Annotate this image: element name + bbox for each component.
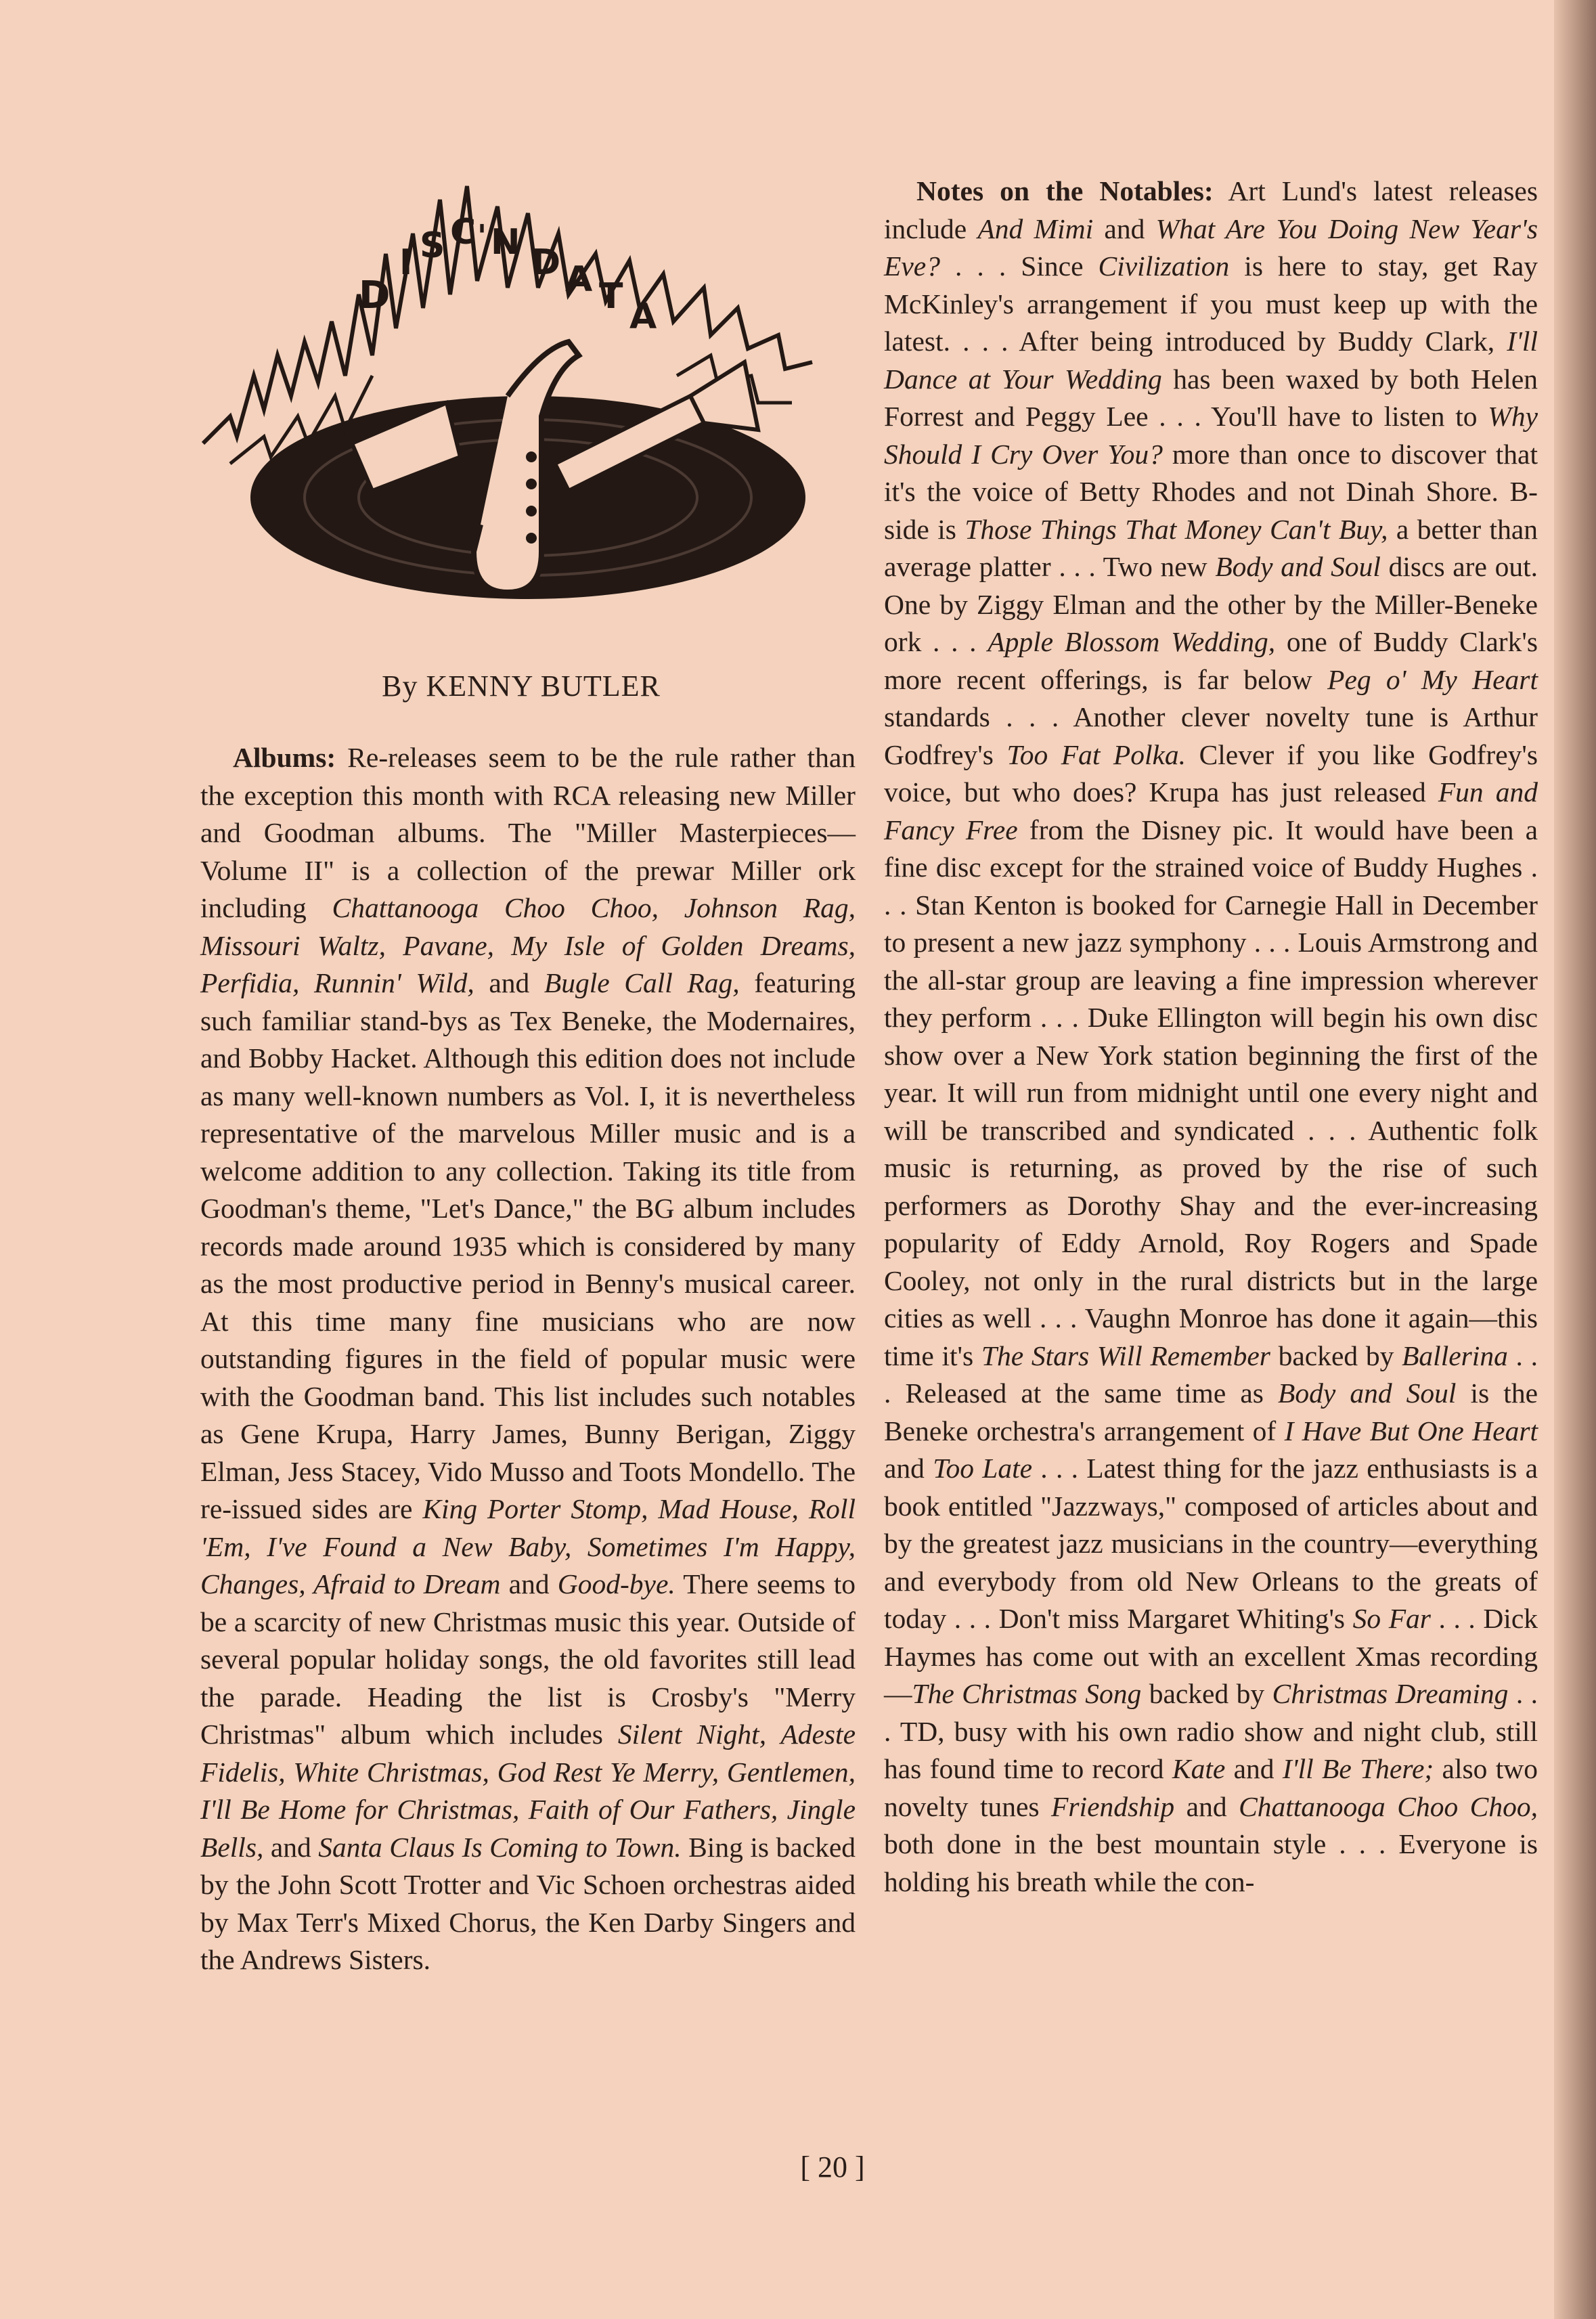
italic-title: Silent Night, Adeste Fidelis, White Christmas, God Rest Ye Merry, Gentlemen, I'll Be Home for Christmas, Faith of Our Fathers, Jingle Bells, [200,1719,856,1863]
disc-n-data-logo [190,173,853,646]
body-text: both done in the best mountain style . . . Everyone is holding his breath while the con- [884,1828,1538,1897]
italic-title: Santa Claus Is Coming to Town. [318,1831,682,1863]
body-text: and [1225,1753,1283,1784]
italic-title: Good-bye. [557,1568,675,1599]
body-text: is the Beneke orchestra's arrangement of [884,1377,1538,1446]
body-text: is here to stay, get Ray McKinley's arrangement if you must keep up with the latest. . . . After being introduced by Buddy Clark, [884,250,1538,357]
svg-text:T: T [599,276,623,317]
italic-title: Friendship [1051,1790,1175,1822]
italic-title: Ballerina [1402,1340,1508,1371]
albums-paragraph [200,739,856,1979]
italic-title: And Mimi [977,213,1094,244]
italic-title: Why Should I Cry Over You? [884,401,1538,470]
italic-title: Those Things That Money Can't Buy, [965,513,1388,545]
italic-title: I'll Dance at Your Wedding [884,326,1538,395]
italic-title: Too Late [933,1453,1033,1484]
body-text: . . . Released at the same time as [884,1340,1538,1409]
notables-body [884,175,1538,1897]
body-text: and [1093,213,1156,244]
body-text: . . . Dick Haymes has come out with an excellent Xmas recording— [884,1603,1538,1709]
italic-title: Too Fat Polka. [1006,738,1187,770]
albums-body [200,742,856,1975]
body-text: featuring such familiar stand-bys as Tex Beneke, the Modernaires, and Bobby Hacket. Although this edition does not include as many well-known numbers as Vol. I, it is nevertheless representative of the marvelous Miller music and is a welcome addition to any collection. Taking its title from Goodman's theme, "Let's Dance," the BG album includes records made around 1935 which is considered by many as the most productive period in Benny's musical career. At this time many fine musicians who are now outstanding figures in the field of popular music were with the Goodman band. This list includes such notables as Gene Krupa, Harry James, Bunny Berigan, Ziggy Elman, Jess Stacey, Vido Musso and Toots Mondello. The re-issued sides are [200,967,856,1524]
italic-title: I Have But One Heart [1284,1415,1538,1446]
body-text: . . . Latest thing for the jazz enthusiasts is a book entitled "Jazzways," composed of articles about and by the greatest jazz musicians in the country—everything and everybody from old New Orleans to the greats of today . . . Don't miss Margaret Whiting's [884,1453,1538,1634]
italic-title: Fun and Fancy Free [884,776,1538,845]
body-text: and [474,967,544,998]
right-column-article [884,173,1538,1901]
body-text: backed by [1141,1678,1272,1709]
italic-title: Chattanooga Choo Choo, Johnson Rag, Missouri Waltz, Pavane, My Isle of Golden Dreams, Perfidia, Runnin' Wild, [200,892,856,998]
italic-title: Kate [1172,1753,1226,1784]
body-text: and [263,1831,319,1863]
body-text: Re-releases seem to be the rule rather than the exception this month with RCA releasing new Miller and Goodman albums. The "Miller Masterpieces—Volume II" is a collection of the prewar Miller ork including [200,742,856,923]
body-text: standards . . . Another clever novelty tune is Arthur Godfrey's [884,701,1538,770]
notables-paragraph [884,173,1538,1901]
italic-title: Body and Soul [1277,1377,1457,1409]
italic-title: I'll Be There; [1282,1753,1434,1784]
svg-text:D: D [531,242,561,283]
body-text: There seems to be a scarcity of new Christmas music this year. Outside of several popular holiday songs, the old favorites still lead the parade. Heading the list is Crosby's "Merry Christmas" album which includes [200,1568,856,1750]
svg-text:N: N [491,222,520,263]
body-text: backed by [1270,1340,1402,1371]
svg-text:S: S [420,225,445,266]
svg-text:': ' [477,218,487,255]
svg-text:I: I [399,242,413,283]
notables-lead: Notes on the Notables: [916,175,1214,206]
record-illustration-icon [190,173,853,646]
body-text: and [1174,1790,1239,1822]
italic-title: What Are You Doing New Year's Eve? [884,213,1538,282]
page-edge-shadow [1554,0,1596,2319]
italic-title: Chattanooga Choo Choo, [1239,1790,1538,1822]
body-text: . . . Since [939,250,1099,282]
byline: By KENNY BUTLER [382,669,661,703]
svg-text:D: D [359,273,391,317]
svg-text:C: C [450,212,476,252]
body-text: and [500,1568,558,1599]
italic-title: Apple Blossom Wedding, [988,626,1276,657]
italic-title: King Porter Stomp, Mad House, Roll 'Em, I've Found a New Baby, Sometimes I'm Happy, Changes, Afraid to Dream [200,1493,856,1599]
body-text: from the Disney pic. It would have been a fine disc except for the strained voice of Buddy Hughes . . . Stan Kenton is booked for Carnegie Hall in December to present a new jazz symphony . . . Louis Armstrong and the all-star group are leaving a fine impression wherever they perform . . . Duke Ellington will begin his own disc show over a New York station beginning the first of the year. It will run from midnight until one every night and will be transcribed and syndicated . . . Authentic folk music is returning, as proved by the rise of such performers as Dorothy Shay and the ever-increasing popularity of Eddy Arnold, Roy Rogers and Spade Cooley, not only in the rural districts but in the large cities as well . . . Vaughn Monroe has done it again—this time it's [884,814,1538,1371]
body-text: and [884,1453,933,1484]
italic-title: Civilization [1098,250,1230,282]
body-text: discs are out. One by Ziggy Elman and the other by the Miller-Beneke ork . . . [884,551,1538,657]
body-text: Clever if you like Godfrey's voice, but who does? Krupa has just released [884,738,1538,808]
body-text: . . . TD, busy with his own radio show and night club, still has found time to record [884,1678,1538,1784]
svg-text:A: A [565,259,593,300]
albums-lead: Albums: [233,742,336,773]
italic-title: The Christmas Song [912,1678,1142,1709]
page-number: [ 20 ] [800,2150,865,2184]
body-text: Bing is backed by the John Scott Trotter and Vic Schoen orchestras aided by Max Terr's Mixed Chorus, the Ken Darby Singers and the Andrews Sisters. [200,1831,856,1975]
italic-title: The Stars Will Remember [981,1340,1270,1371]
italic-title: Christmas Dreaming [1272,1678,1509,1709]
body-text: has been waxed by both Helen Forrest and Peggy Lee . . . You'll have to listen to [884,363,1538,432]
left-column-article [200,739,856,1979]
body-text: Art Lund's latest releases include [884,175,1538,244]
italic-title: Peg o' My Heart [1327,663,1538,695]
italic-title: Body and Soul [1215,551,1381,582]
body-text: a better than average platter . . . Two new [884,513,1538,582]
body-text: one of Buddy Clark's more recent offerings, is far below [884,626,1538,695]
body-text: more than once to discover that it's the voice of Betty Rhodes and not Dinah Shore. B-side is [884,438,1538,545]
svg-text:A: A [629,296,657,337]
italic-title: Bugle Call Rag, [544,967,740,998]
body-text: also two novelty tunes [884,1753,1538,1822]
italic-title: So Far [1352,1603,1431,1634]
